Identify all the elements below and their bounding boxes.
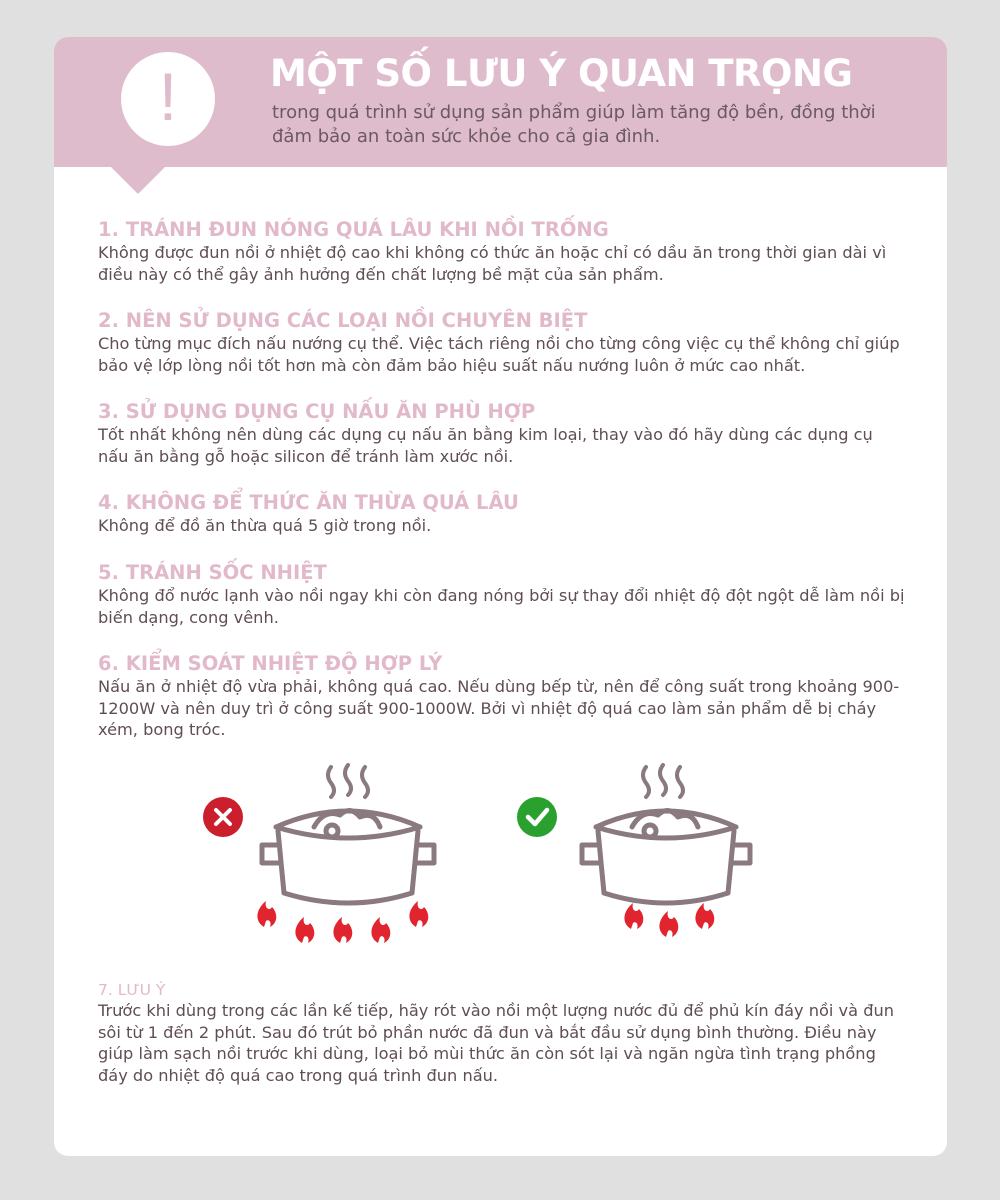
section-body: Nấu ăn ở nhiệt độ vừa phải, không quá cao. Nếu dùng bếp từ, nên để công suất trong khoảng 900-1200W và nên duy trì ở công suất 900-1000W. Bởi vì nhiệt độ quá cao làm sản phẩm dễ bị cháy xém, bong tróc. (98, 677, 900, 739)
section-6 (98, 652, 908, 741)
section-body: Không để đồ ăn thừa quá 5 giờ trong nồi. (98, 516, 432, 535)
section-body: Trước khi dùng trong các lần kế tiếp, hãy rót vào nồi một lượng nước đủ để phủ kín đáy nồi và đun sôi từ 1 đến 2 phút. Sau đó trút bỏ phần nước đã đun và bắt đầu sử dụng bình thường. Điều này giúp làm sạch nồi trước khi dùng, loại bỏ mùi thức ăn còn sót lại và ngăn ngừa tình trạng phồng đáy do nhiệt độ quá cao trong quá trình đun nấu. (98, 1001, 894, 1085)
section-heading: 1. TRÁNH ĐUN NÓNG QUÁ LÂU KHI NỒI TRỐNG (98, 218, 609, 241)
section-7 (98, 980, 908, 1086)
section-heading: 2. NÊN SỬ DỤNG CÁC LOẠI NỒI CHUYÊN BIỆT (98, 309, 588, 332)
section-body: Cho từng mục đích nấu nướng cụ thể. Việc tách riêng nồi cho từng công việc cụ thể không chỉ giúp bảo vệ lớp lòng nồi tốt hơn mà còn đảm bảo hiệu suất nấu nướng luôn ở mức cao nhất. (98, 334, 900, 375)
wrong-heat-illustration (202, 761, 442, 945)
correct-heat-illustration (516, 761, 766, 945)
steam-icon (643, 765, 683, 797)
section-heading: 4. KHÔNG ĐỂ THỨC ĂN THỪA QUÁ LÂU (98, 491, 519, 514)
flame-icons (624, 903, 714, 937)
section-heading: 5. TRÁNH SỐC NHIỆT (98, 561, 327, 584)
section-1 (98, 218, 908, 285)
section-heading: 6. KIỂM SOÁT NHIỆT ĐỘ HỢP LÝ (98, 652, 443, 675)
header-pointer (110, 166, 166, 194)
section-heading: 7. LƯU Ý (98, 981, 166, 999)
exclamation-icon: ! (121, 52, 215, 146)
section-body: Không đổ nước lạnh vào nồi ngay khi còn đang nóng bởi sự thay đổi nhiệt độ đột ngột dễ làm nồi bị biến dạng, cong vênh. (98, 586, 905, 627)
page-subtitle: trong quá trình sử dụng sản phẩm giúp làm tăng độ bền, đồng thời đảm bảo an toàn sức khỏe cho cả gia đình. (272, 102, 876, 147)
section-2 (98, 309, 908, 376)
section-3 (98, 400, 908, 467)
pot-icon (582, 810, 750, 903)
section-heading: 3. SỬ DỤNG DỤNG CỤ NẤU ĂN PHÙ HỢP (98, 400, 536, 423)
flame-icons (257, 901, 428, 943)
section-4 (98, 491, 908, 537)
header-banner (54, 37, 947, 167)
section-5 (98, 561, 908, 628)
pot-icon (262, 810, 434, 903)
steam-icon (328, 765, 368, 797)
page-title: MỘT SỐ LƯU Ý QUAN TRỌNG (270, 52, 853, 95)
section-body: Không được đun nồi ở nhiệt độ cao khi không có thức ăn hoặc chỉ có dầu ăn trong thời gian dài vì điều này có thể gây ảnh hưởng đến chất lượng bề mặt của sản phẩm. (98, 243, 887, 284)
red-x-circle-icon (203, 797, 243, 837)
green-check-circle-icon (517, 797, 557, 837)
info-card (54, 37, 947, 1156)
section-body: Tốt nhất không nên dùng các dụng cụ nấu ăn bằng kim loại, thay vào đó hãy dùng các dụng cụ nấu ăn bằng gỗ hoặc silicon để tránh làm xước nồi. (98, 425, 873, 466)
